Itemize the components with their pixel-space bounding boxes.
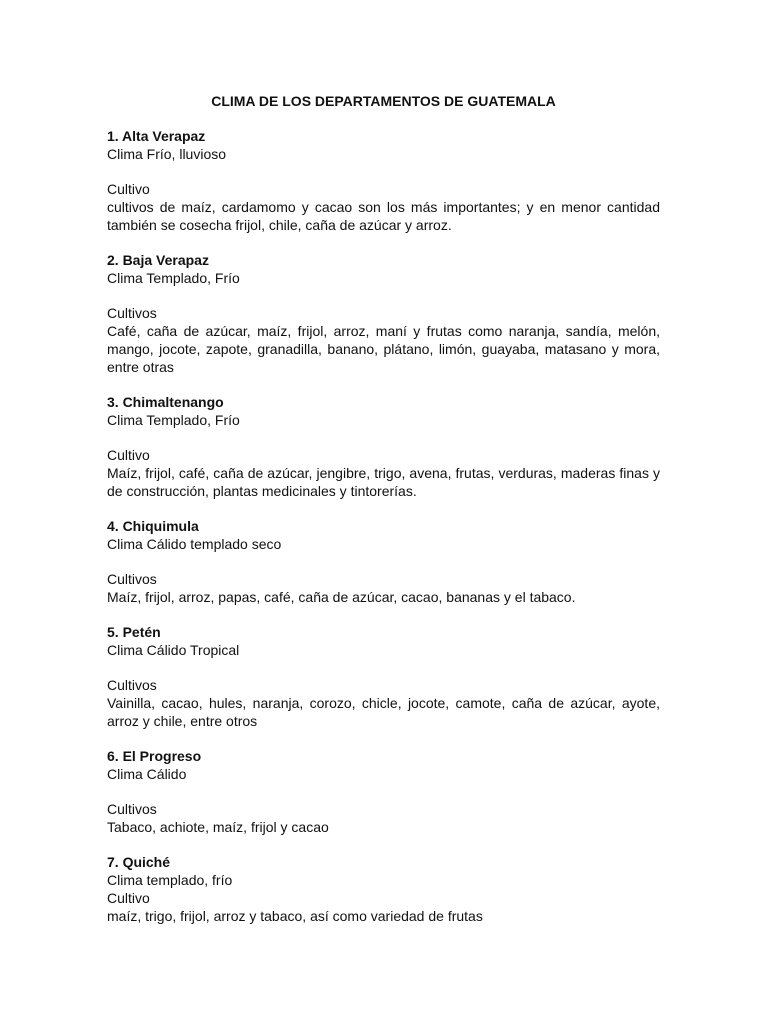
department-name: 3. Chimaltenango: [107, 394, 224, 410]
crop-label: Cultivos: [107, 305, 157, 321]
crop-list: cultivos de maíz, cardamomo y cacao son los más importantes; y en menor cantidad también se cosecha frijol, chile, caña de azúcar y arroz.: [107, 199, 660, 233]
department-section-chimaltenango: [107, 393, 660, 500]
department-name: 5. Petén: [107, 624, 161, 640]
department-name: 1. Alta Verapaz: [107, 128, 206, 144]
spacer: [107, 287, 660, 304]
department-section-peten: [107, 623, 660, 730]
department-climate: Clima Cálido: [107, 766, 187, 782]
department-climate: Clima Templado, Frío: [107, 412, 240, 428]
crop-list: Maíz, frijol, café, caña de azúcar, jengibre, trigo, avena, frutas, verduras, maderas finas y de construcción, plantas medicinales y tintorerías.: [107, 465, 660, 499]
department-name: 4. Chiquimula: [107, 518, 199, 534]
crop-label: Cultivos: [107, 571, 157, 587]
department-section-quiche: [107, 853, 660, 925]
crop-list: Tabaco, achiote, maíz, frijol y cacao: [107, 819, 329, 835]
spacer: [107, 659, 660, 676]
department-section-chiquimula: [107, 517, 660, 606]
crop-label: Cultivos: [107, 801, 157, 817]
department-section-alta-verapaz: [107, 127, 660, 234]
crop-label: Cultivos: [107, 677, 157, 693]
crop-list: Café, caña de azúcar, maíz, frijol, arroz, maní y frutas como naranja, sandía, melón, mango, jocote, zapote, granadilla, banano, plátano, limón, guayaba, matasano y mora, entre otras: [107, 323, 660, 375]
department-section-baja-verapaz: [107, 251, 660, 376]
crop-list: maíz, trigo, frijol, arroz y tabaco, así como variedad de frutas: [107, 908, 483, 924]
department-name: 7. Quiché: [107, 854, 171, 870]
crop-list: Maíz, frijol, arroz, papas, café, caña de azúcar, cacao, bananas y el tabaco.: [107, 589, 576, 605]
spacer: [107, 429, 660, 446]
department-climate: Clima templado, frío: [107, 872, 233, 888]
department-name: 6. El Progreso: [107, 748, 202, 764]
crop-label: Cultivo: [107, 890, 150, 906]
document-page: [107, 92, 660, 942]
crop-label: Cultivo: [107, 181, 150, 197]
crop-list: Vainilla, cacao, hules, naranja, corozo, chicle, jocote, camote, caña de azúcar, ayote, arroz y chile, entre otros: [107, 695, 660, 729]
document-title: CLIMA DE LOS DEPARTAMENTOS DE GUATEMALA: [211, 93, 556, 109]
department-section-el-progreso: [107, 747, 660, 836]
department-climate: Clima Cálido Tropical: [107, 642, 240, 658]
department-name: 2. Baja Verapaz: [107, 252, 209, 268]
spacer: [107, 163, 660, 180]
spacer: [107, 553, 660, 570]
department-climate: Clima Templado, Frío: [107, 270, 240, 286]
department-climate: Clima Frío, lluvioso: [107, 146, 227, 162]
spacer: [107, 783, 660, 800]
department-climate: Clima Cálido templado seco: [107, 536, 282, 552]
crop-label: Cultivo: [107, 447, 150, 463]
